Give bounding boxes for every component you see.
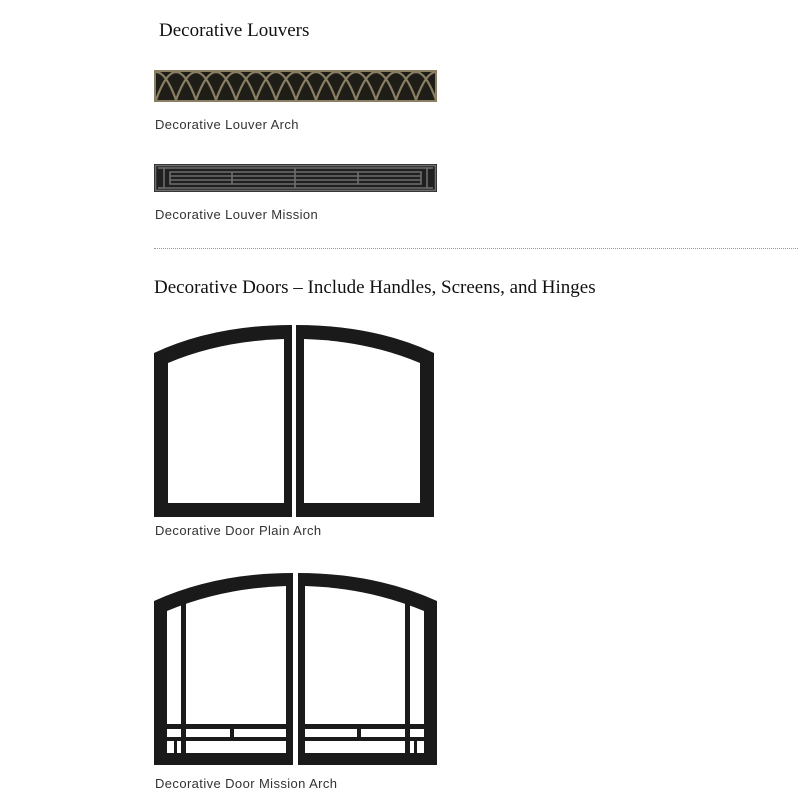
louver-mission-image[interactable]	[154, 164, 437, 192]
caption-louver-mission: Decorative Louver Mission	[155, 207, 319, 222]
section-title-louvers: Decorative Louvers	[159, 20, 310, 41]
door-mission-arch-image[interactable]	[154, 571, 437, 766]
caption-louver-arch: Decorative Louver Arch	[155, 117, 299, 132]
section-divider	[154, 248, 798, 249]
section-title-doors: Decorative Doors – Include Handles, Screens, and Hinges	[154, 277, 596, 298]
louver-arch-image[interactable]	[154, 70, 437, 102]
caption-door-mission-arch: Decorative Door Mission Arch	[155, 776, 338, 791]
door-plain-arch-image[interactable]	[154, 323, 434, 518]
caption-door-plain-arch: Decorative Door Plain Arch	[155, 523, 322, 538]
